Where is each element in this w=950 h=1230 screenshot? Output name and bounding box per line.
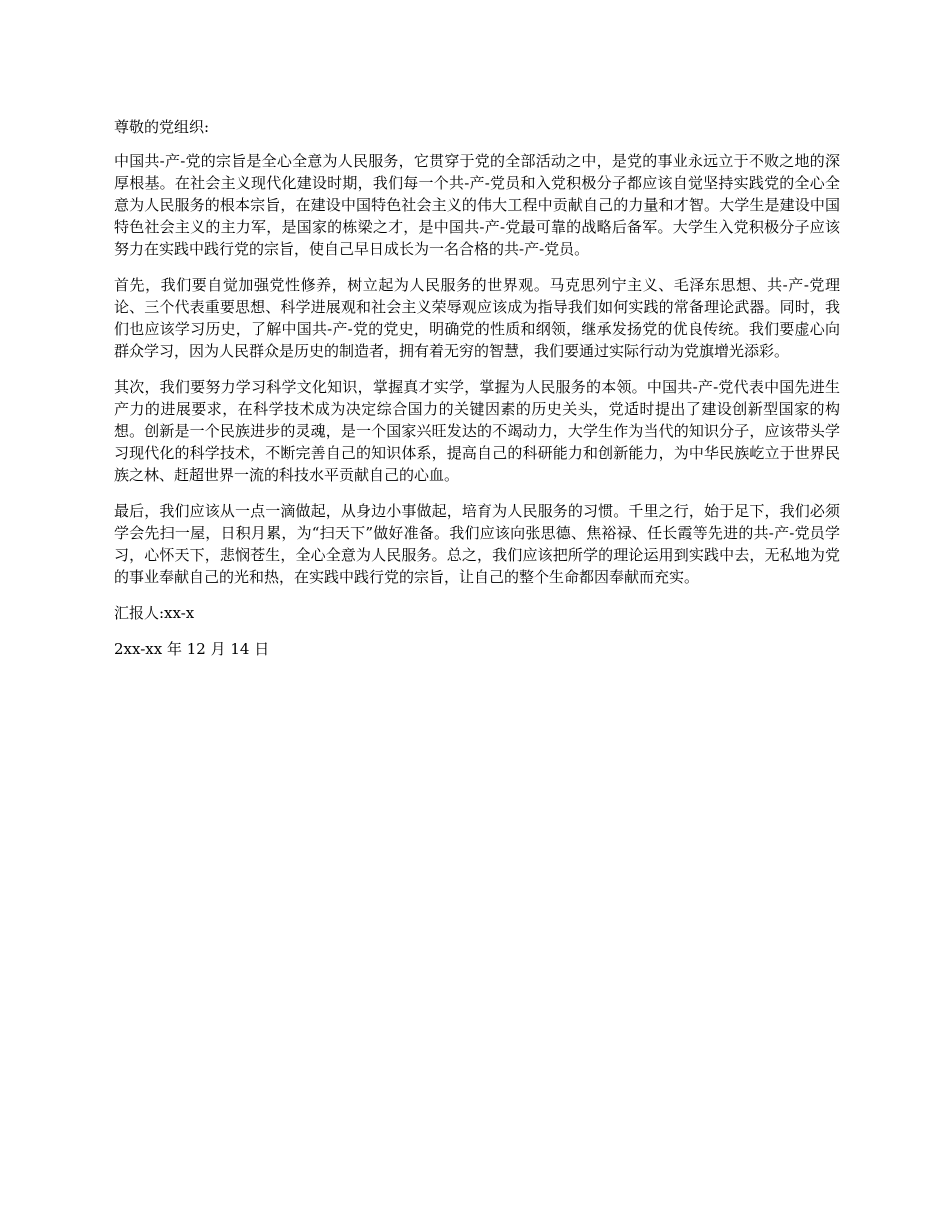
paragraph-second: 其次，我们要努力学习科学文化知识，掌握真才实学，掌握为人民服务的本领。中国共-产-党代表中国先进生产力的进展要求，在科学技术成为决定综合国力的关键因素的历史关头，党适时提出了建设创新型国家的构想。创新是一个民族进步的灵魂，是一个国家兴旺发达的不竭动力，大学生作为当代的知识分子，应该带头学习现代化的科学技术，不断完善自己的知识体系，提高自己的科研能力和创新能力，为中华民族屹立于世界民族之林、赶超世界一流的科技水平贡献自己的心血。 xyxy=(114,378,840,484)
reporter-line: 汇报人:xx-x xyxy=(114,604,195,622)
paragraph-first: 首先，我们要自觉加强党性修养，树立起为人民服务的世界观。马克思列宁主义、毛泽东思想、共-产-党理论、三个代表重要思想、科学进展观和社会主义荣辱观应该成为指导我们如何实践的常备理论武器。同时，我们也应该学习历史，了解中国共-产-党的党史，明确党的性质和纲领，继承发扬党的优良传统。我们要虚心向群众学习，因为人民群众是历史的制造者，拥有着无穷的智慧，我们要通过实际行动为党旗增光添彩。 xyxy=(114,276,840,360)
date-line: 2xx-xx 年 12 月 14 日 xyxy=(114,640,270,658)
paragraph-intro: 中国共-产-党的宗旨是全心全意为人民服务，它贯穿于党的全部活动之中，是党的事业永远立于不败之地的深厚根基。在社会主义现代化建设时期，我们每一个共-产-党员和入党积极分子都应该自觉坚持实践党的全心全意为人民服务的根本宗旨，在建设中国特色社会主义的伟大工程中贡献自己的力量和才智。大学生是建设中国特色社会主义的主力军，是国家的栋梁之才，是中国共-产-党最可靠的战略后备军。大学生入党积极分子应该努力在实践中践行党的宗旨，使自己早日成长为一名合格的共-产-党员。 xyxy=(114,152,840,258)
paragraph-last: 最后，我们应该从一点一滴做起，从身边小事做起，培育为人民服务的习惯。千里之行，始于足下，我们必须学会先扫一屋，日积月累，为“扫天下”做好准备。我们应该向张思德、焦裕禄、任长霞等先进的共-产-党员学习，心怀天下，悲悯苍生，全心全意为人民服务。总之，我们应该把所学的理论运用到实践中去，无私地为党的事业奉献自己的光和热，在实践中践行党的宗旨，让自己的整个生命都因奉献而充实。 xyxy=(114,502,840,586)
document-page xyxy=(114,116,840,674)
salutation: 尊敬的党组织: xyxy=(114,118,210,136)
